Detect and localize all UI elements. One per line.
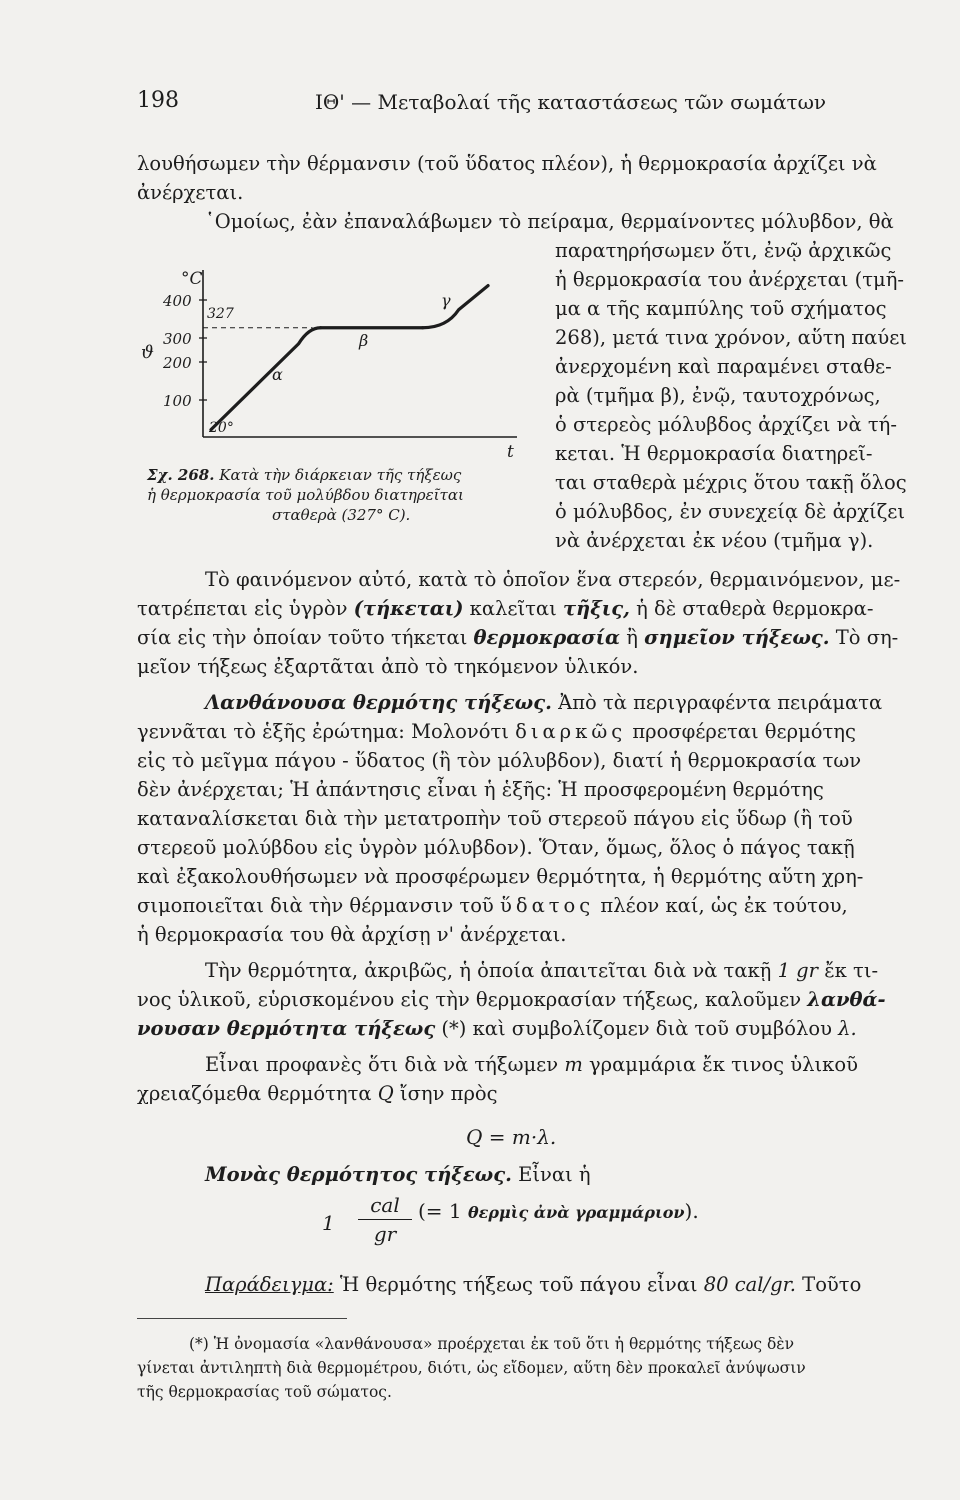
text-line: ῾Ομοίως, ἐὰν ἐπαναλάβωμεν τὸ πείραμα, θερμαίνοντες μόλυβδον, θὰ [205, 210, 894, 233]
text: ἔκ τι- [818, 959, 879, 982]
symbol: Q [377, 1082, 394, 1105]
text: Εἶναι ἡ [511, 1163, 591, 1186]
text: γραμμάρια ἔκ τινος ὑλικοῦ [582, 1053, 858, 1076]
melting-curve-chart [137, 262, 547, 462]
text: σιμοποιεῖται διὰ τὴν θέρμανσιν τοῦ [137, 894, 500, 917]
text-line: καὶ ἐξακολουθήσωμεν νὰ προσφέρωμεν θερμότητα, ἡ θερμότης αὕτη χρη- [137, 865, 864, 888]
footnote-line: τῆς θερμοκρασίας τοῦ σώματος. [137, 1383, 392, 1401]
footnote-line: (*) Ἡ ὀνομασία «λανθάνουσα» προέρχεται ἐκ τοῦ ὅτι ἡ θερμότης τήξεως δὲν [189, 1335, 795, 1353]
x-symbol: t [507, 442, 514, 462]
column-line: ρὰ (τμῆμα β), ἐνῷ, ταυτοχρόνως, [555, 384, 881, 407]
text: Ἡ θερμότης τήξεως τοῦ πάγου εἶναι [333, 1273, 704, 1296]
equation: Q = m·λ. [466, 1125, 557, 1149]
text: Τὴν θερμότητα, ἀκριβῶς, ἡ ὁποία ἀπαιτεῖται διὰ νὰ τακῇ [205, 959, 778, 982]
column-line: κεται. Ἡ θερμοκρασία διατηρεῖ- [555, 442, 873, 465]
text-line: δὲν ἀνέρχεται; Ἡ ἀπάντησις εἶναι ἡ ἑξῆς: Ἡ προσφερομένη θερμότης [137, 778, 824, 801]
text: ἢ [620, 626, 645, 649]
text: Τοῦτο [795, 1273, 862, 1296]
text-line: στερεοῦ μολύβδου εἰς ὑγρὸν μόλυβδον). Ὅταν, ὅμως, ὅλος ὁ πάγος τακῇ [137, 836, 855, 859]
footnote-rule [137, 1318, 347, 1319]
unit-coefficient: 1 [322, 1211, 335, 1235]
melt-point-label: 327 [207, 306, 234, 322]
unit-definition [322, 1193, 742, 1263]
text-line: μεῖον τήξεως ἐξαρτᾶται ἀπὸ τὸ τηκόμενον ὑλικόν. [137, 655, 639, 678]
text-line [205, 1161, 591, 1190]
term-emphasis: θερμοκρασία [473, 626, 621, 649]
start-temp-label: 20° [209, 420, 234, 436]
text: νος ὑλικοῦ, εὑρισκομένου εἰς τὴν θερμοκρασίαν τήξεως, καλοῦμεν [137, 988, 808, 1011]
figure-number: Σχ. 268. [147, 466, 215, 484]
value: 80 cal/gr. [703, 1273, 796, 1296]
column-line: ται σταθερὰ μέχρις ὅτου τακῇ ὅλος [555, 471, 907, 494]
fraction-numerator: cal [358, 1193, 412, 1220]
column-line: παρατηρήσωμεν ὅτι, ἐνῷ ἀρχικῶς [555, 239, 892, 262]
footnote-line: γίνεται ἀντιληπτὴ διὰ θερμομέτρου, διότι, ὡς εἴδομεν, αὕτη δὲν προκαλεῖ ἀνύψωσιν [137, 1359, 806, 1377]
unit: 1 gr [777, 959, 818, 982]
spaced-emphasis: διαρκῶς [515, 720, 627, 743]
segment-alpha-label: α [272, 365, 283, 384]
text: πλέον καί, ὡς ἐκ τούτου, [594, 894, 848, 917]
text: ἡ δὲ σταθερὰ θερμοκρα- [629, 597, 874, 620]
symbol: m [564, 1053, 583, 1076]
text-line [205, 689, 882, 718]
y-symbol: ϑ [141, 342, 154, 363]
text-line [137, 1015, 857, 1044]
text-line [205, 1051, 858, 1080]
y-tick-label: 200 [163, 354, 192, 372]
term-emphasis: τῆξις, [562, 597, 630, 620]
text-line [205, 1271, 861, 1300]
term-emphasis: νουσαν θερμότητα τήξεως [137, 1017, 436, 1040]
text: καλεῖται [463, 597, 563, 620]
y-tick-label: 100 [163, 392, 192, 410]
text: ἴσην πρὸς [393, 1082, 498, 1105]
term-emphasis: σημεῖον τήξεως. [644, 626, 830, 649]
caption-text: Κατὰ τὴν διάρκειαν τῆς τήξεως [219, 466, 462, 484]
column-line: ὁ στερεὸς μόλυβδος ἀρχίζει νὰ τή- [555, 413, 897, 436]
text-line [137, 986, 886, 1015]
figure-268 [137, 262, 547, 530]
text: γεννᾶται τὸ ἑξῆς ἐρώτημα: Μολονότι [137, 720, 516, 743]
text-line [137, 595, 873, 624]
segment-gamma-label: γ [441, 291, 451, 310]
term-emphasis: (τήκεται) [353, 597, 464, 620]
chapter-title: ΙΘ' — Μεταβολαί τῆς καταστάσεως τῶν σωμάτων [315, 90, 827, 114]
footnote [137, 1332, 910, 1404]
text: Τὸ ση- [829, 626, 899, 649]
example-label: Παράδειγμα: [205, 1273, 334, 1296]
column-line: 268), μετά τινα χρόνον, αὕτη παύει [555, 326, 907, 349]
unit-explanation [418, 1199, 699, 1223]
text: σία εἰς τὴν ὁποίαν τοῦτο τήκεται [137, 626, 474, 649]
text: ). [684, 1199, 699, 1223]
text-line: καταναλίσκεται διὰ τὴν μετατροπὴν τοῦ στερεοῦ πάγου εἰς ὕδωρ (ἢ τοῦ [137, 807, 853, 830]
column-line: μα α τῆς καμπύλης τοῦ σχήματος [555, 297, 887, 320]
text-line: ἀνέρχεται. [137, 181, 244, 204]
text-line [137, 624, 898, 653]
column-line: νὰ ἀνέρχεται ἐκ νέου (τμῆμα γ). [555, 529, 874, 552]
column-line: ὁ μόλυβδος, ἐν συνεχείᾳ δὲ ἀρχίζει [555, 500, 906, 523]
term-emphasis: θερμὶς ἀνὰ γραμμάριον [468, 1203, 685, 1222]
running-header [137, 88, 910, 118]
unit-fraction [358, 1193, 412, 1246]
text: (*) καὶ συμβολίζομεν διὰ τοῦ συμβόλου [435, 1017, 839, 1040]
spaced-emphasis: ὕδατος [500, 894, 595, 917]
text: προσφέρεται θερμότης [626, 720, 856, 743]
figure-caption-line-2: ἡ θερμοκρασία τοῦ μολύβδου διατηρεῖται [147, 486, 464, 504]
text-line: Τὸ φαινόμενον αὐτό, κατὰ τὸ ὁποῖον ἕνα στερεόν, θερμαινόμενον, με- [205, 568, 901, 591]
text: τατρέπεται εἰς ὑγρὸν [137, 597, 354, 620]
text-line [137, 1080, 498, 1109]
text-line [137, 892, 848, 921]
term-emphasis: λανθά- [807, 988, 886, 1011]
text: Ἀπὸ τὰ περιγραφέντα πειράματα [551, 691, 883, 714]
curve-segment-α [211, 328, 321, 430]
column-line: ἀνερχομένη καὶ παραμένει σταθε- [555, 355, 892, 378]
figure-caption-line-1 [147, 464, 461, 486]
column-line: ἡ θερμοκρασία του ἀνέρχεται (τμῆ- [555, 268, 904, 291]
y-tick-label: 300 [163, 330, 192, 348]
text-line: εἰς τὸ μεῖγμα πάγου - ὕδατος (ἢ τὸν μόλυβδον), διατί ἡ θερμοκρασία των [137, 749, 862, 772]
section-heading: Μονὰς θερμότητος τήξεως. [205, 1163, 512, 1186]
symbol: λ. [838, 1017, 857, 1040]
page-number: 198 [137, 88, 179, 113]
text: Εἶναι προφανὲς ὅτι διὰ νὰ τήξωμεν [205, 1053, 565, 1076]
text-line: λουθήσωμεν τὴν θέρμανσιν (τοῦ ὕδατος πλέον), ἡ θερμοκρασία ἀρχίζει νὰ [137, 152, 877, 175]
section-heading: Λανθάνουσα θερμότης τήξεως. [205, 691, 552, 714]
text: χρειαζόμεθα θερμότητα [137, 1082, 378, 1105]
text-line [205, 957, 878, 986]
y-unit-label: °C [181, 269, 203, 289]
figure-caption-line-3: σταθερὰ (327° C). [272, 506, 411, 524]
y-tick-label: 400 [163, 292, 192, 310]
curve-segment-γ [423, 286, 488, 328]
text-line: ἡ θερμοκρασία του θὰ ἀρχίσῃ ν' ἀνέρχεται. [137, 923, 567, 946]
text-line [137, 718, 856, 747]
fraction-denominator: gr [373, 1222, 397, 1246]
text: (= 1 [418, 1199, 468, 1223]
segment-beta-label: β [359, 331, 369, 350]
